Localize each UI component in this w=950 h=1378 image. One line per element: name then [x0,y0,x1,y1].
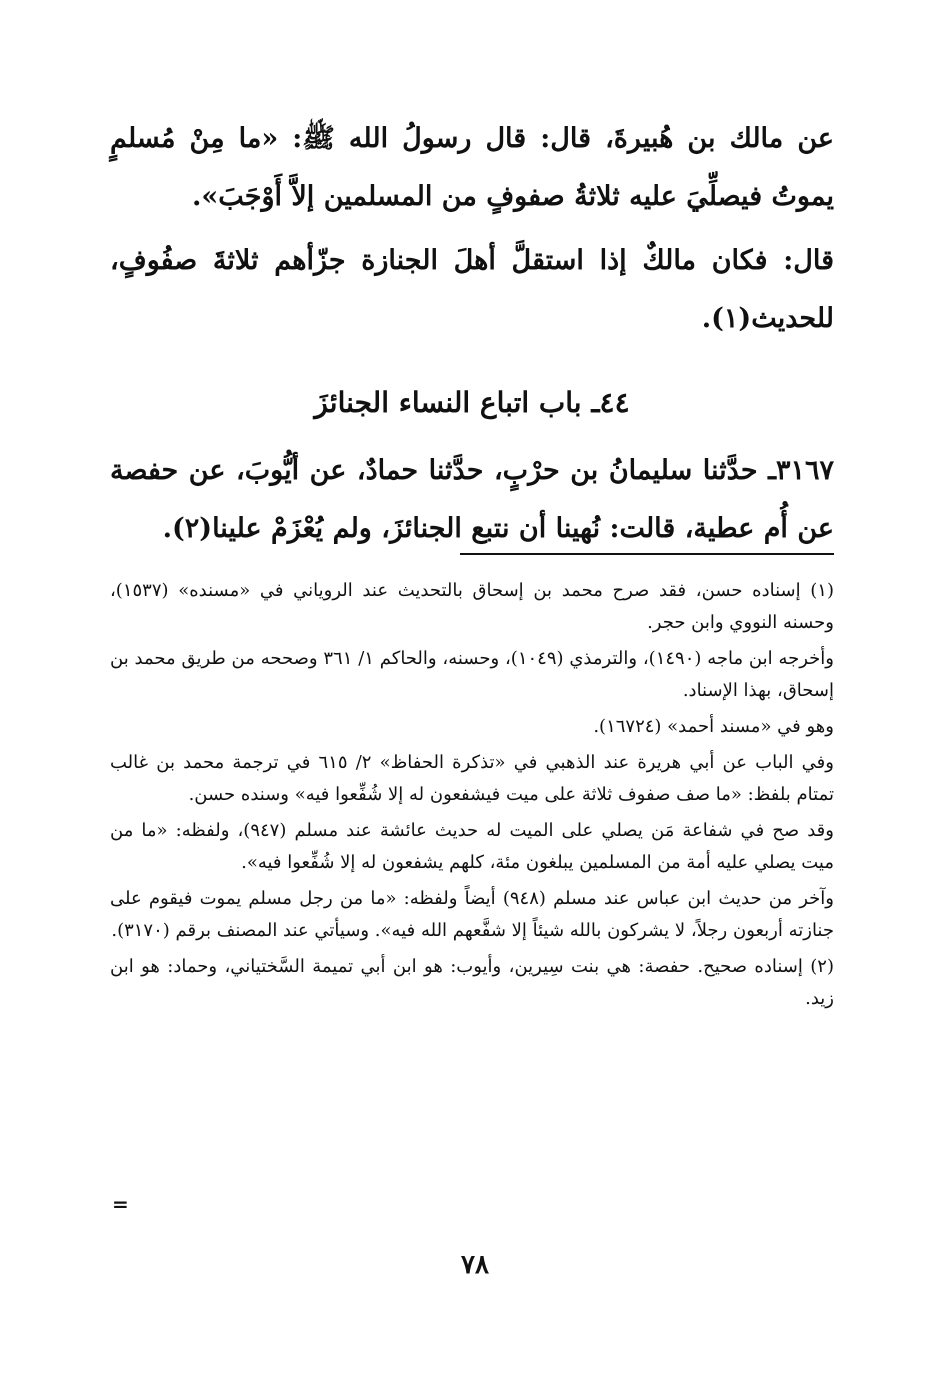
footnote-divider [460,553,834,555]
page-number: ٧٨ [461,1250,489,1280]
hadith-text: ٣١٦٧ـ حدَّثنا سليمانُ بن حرْبٍ، حدَّثنا حمادٌ، عن أيُّوبَ، عن حفصة عن أُم عطية، قالت: نُهينا أن نتبع الجنائزَ، ولم يُعْزَمْ علينا(٢). [110,455,834,544]
footnote-1: (١) إسناده حسن، فقد صرح محمد بن إسحاق بالتحديث عند الروياني في «مسنده» (١٥٣٧)، وحسنه النووي وابن حجر. [110,580,834,633]
footnote-2: (٢) إسناده صحيح. حفصة: هي بنت سِيرين، وأيوب: هو ابن أبي تميمة السَّختياني، وحماد: هو ابن زيد. [110,956,834,1009]
main-text [110,110,834,558]
footnote-paragraph: وهو في «مسند أحمد» (١٦٧٢٤). [593,716,834,737]
footnote-paragraph: وأخرجه ابن ماجه (١٤٩٠)، والترمذي (١٠٤٩)، وحسنه، والحاكم ١/ ٣٦١ وصححه من طريق محمد بن إسحاق، بهذا الإسناد. [110,648,834,701]
main-paragraph-2: قال: فكان مالكٌ إذا استقلَّ أهلَ الجنازة جزّأهم ثلاثةَ صفُوفٍ، للحديث(١). [110,245,834,334]
footnotes [110,575,834,1019]
continuation-mark: = [112,1192,129,1216]
chapter-title: ٤٤ـ باب اتباع النساء الجنائزَ [314,386,630,419]
footnote-paragraph: وآخر من حديث ابن عباس عند مسلم (٩٤٨) أيضاً ولفظه: «ما من رجل مسلم يموت فيقوم على جنازته أربعون رجلاً، لا يشركون بالله شيئاً إلا شفَّعهم الله فيه». وسيأتي عند المصنف برقم (٣١٧٠). [110,888,835,941]
footnote-paragraph: وقد صح في شفاعة مَن يصلي على الميت له حديث عائشة عند مسلم (٩٤٧)، ولفظه: «ما من ميت يصلي عليه أمة من المسلمين يبلغون مئة، كلهم يشفعون له إلا شُفِّعوا فيه». [110,820,834,873]
main-paragraph-1: عن مالك بن هُبيرةَ، قال: قال رسولُ الله ﷺ: «ما مِنْ مُسلمٍ يموتُ فيصلِّيَ عليه ثلاثةُ صفوفٍ من المسلمين إلاَّ أَوْجَبَ». [110,123,834,212]
footnote-paragraph: وفي الباب عن أبي هريرة عند الذهبي في «تذكرة الحفاظ» ٢/ ٦١٥ في ترجمة محمد بن غالب تمتام بلفظ: «ما صف صفوف ثلاثة على ميت فيشفعون له إلا شُفِّعوا فيه» وسنده حسن. [110,752,834,805]
